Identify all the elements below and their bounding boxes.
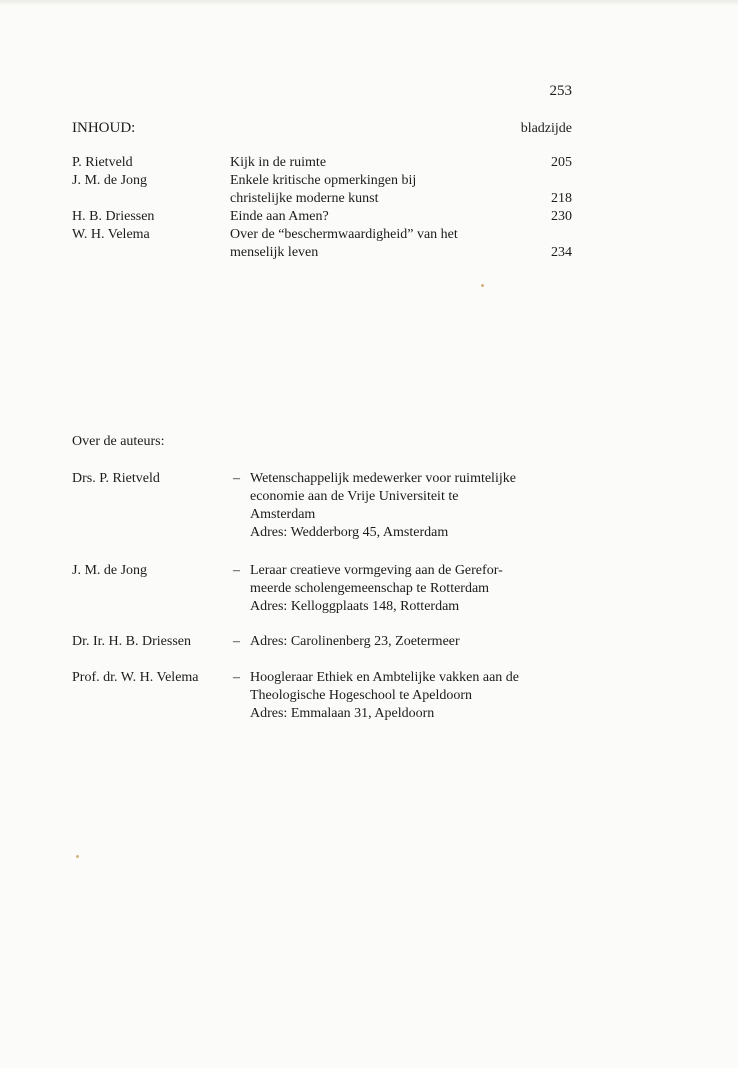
toc-title-line: Kijk in de ruimte [230,155,327,170]
toc-title-line: Einde aan Amen? [230,209,329,224]
author-line: Hoogleraar Ethiek en Ambtelijke vakken aan de [250,670,520,685]
toc-author: W. H. Velema [72,227,150,242]
page-number: 253 [549,83,572,99]
author-line: Theologische Hogeschool te Apeldoorn [250,688,473,703]
toc-title-line: Over de “beschermwaardigheid” van het [230,227,458,242]
author-line: Wetenschappelijk medewerker voor ruimtelijke [250,471,516,486]
toc-author: J. M. de Jong [72,173,148,188]
author-dash: – [233,471,240,486]
author-name: Drs. P. Rietveld [72,471,160,486]
toc-page: 234 [551,245,572,260]
toc-author: H. B. Driessen [72,209,155,224]
scan-edge [0,0,738,6]
author-dash: – [233,634,240,649]
author-line: economie aan de Vrije Universiteit te [250,489,459,504]
author-name: Dr. Ir. H. B. Driessen [72,634,191,649]
toc-title-line: christelijke moderne kunst [230,191,379,206]
toc-title-line: menselijk leven [230,245,319,260]
author-name: Prof. dr. W. H. Velema [72,670,199,685]
author-dash: – [233,563,240,578]
toc-page: 205 [551,155,572,170]
paper-speck [76,855,79,858]
author-line: Adres: Emmalaan 31, Apeldoorn [250,706,435,721]
authors-heading: Over de auteurs: [72,434,165,449]
toc-page: 218 [551,191,572,206]
author-name: J. M. de Jong [72,563,148,578]
author-line: Adres: Kelloggplaats 148, Rotterdam [250,599,460,614]
paper-speck [481,284,484,287]
author-line: Amsterdam [250,507,316,522]
author-line: Adres: Carolinenberg 23, Zoetermeer [250,634,460,649]
author-line: Leraar creatieve vormgeving aan de Gerefor- [250,563,503,578]
page-column-label: bladzijde [520,121,572,136]
toc-page: 230 [551,209,572,224]
toc-title-line: Enkele kritische opmerkingen bij [230,173,417,188]
author-dash: – [233,670,240,685]
author-line: Adres: Wedderborg 45, Amsterdam [250,525,449,540]
contents-heading: INHOUD: [72,120,136,136]
toc-author: P. Rietveld [72,155,133,170]
author-line: meerde scholengemeenschap te Rotterdam [250,581,490,596]
